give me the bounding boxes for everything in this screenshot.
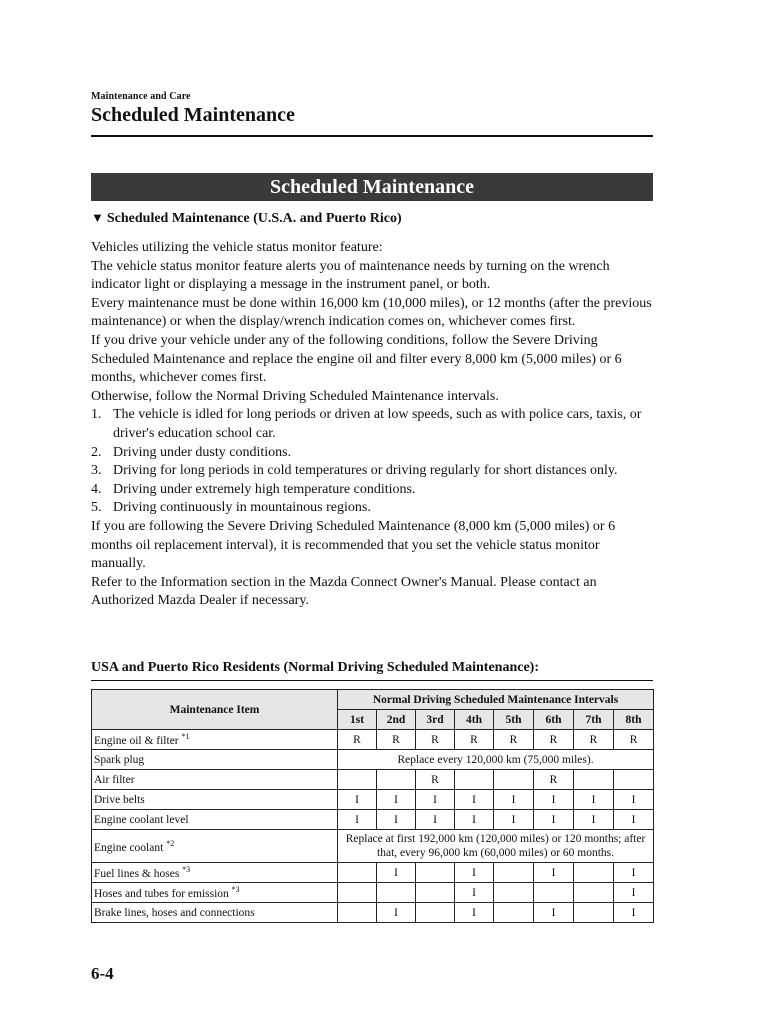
down-triangle-icon: ▼ xyxy=(91,210,104,225)
section-label: Maintenance and Care xyxy=(91,91,191,102)
table-row xyxy=(92,810,654,830)
maintenance-item-cell: Spark plug xyxy=(92,750,338,770)
maintenance-item-cell: Brake lines, hoses and connections xyxy=(92,903,338,923)
footnote-marker: *3 xyxy=(182,865,191,875)
interval-cell: I xyxy=(614,810,654,830)
table-row xyxy=(92,863,654,883)
header-intervals: Normal Driving Scheduled Maintenance Intervals xyxy=(338,690,654,710)
interval-cell xyxy=(338,903,377,923)
paragraph: If you drive your vehicle under any of the following conditions, follow the Severe Driving Scheduled Maintenance and replace the engine oil and filter every 8,000 km (5,000 miles) or 6 months, whichever comes first. xyxy=(91,332,622,386)
paragraph: Refer to the Information section in the Mazda Connect Owner's Manual. Please contact an Authorized Mazda Dealer if necessary. xyxy=(91,574,597,609)
page-title: Scheduled Maintenance xyxy=(91,104,295,126)
interval-cell: I xyxy=(455,790,494,810)
body-text xyxy=(91,239,653,611)
section-banner: Scheduled Maintenance xyxy=(91,173,653,201)
interval-cell: I xyxy=(614,790,654,810)
interval-cell: I xyxy=(494,790,534,810)
list-item: 3. Driving for long periods in cold temperatures or driving regularly for short distances only. xyxy=(91,463,618,479)
header-interval-4: 4th xyxy=(455,710,494,730)
header-interval-8: 8th xyxy=(614,710,654,730)
interval-cell xyxy=(614,770,654,790)
interval-cell xyxy=(416,883,455,903)
interval-cell: R xyxy=(455,730,494,750)
interval-cell xyxy=(377,883,416,903)
maintenance-table xyxy=(91,689,654,923)
interval-cell: I xyxy=(534,810,574,830)
maintenance-item-cell: Fuel lines & hoses $^{*3}$ xyxy=(92,863,338,883)
interval-cell: I xyxy=(455,810,494,830)
interval-cell: I xyxy=(416,810,455,830)
interval-cell: R xyxy=(534,730,574,750)
interval-cell xyxy=(416,863,455,883)
interval-cell xyxy=(494,883,534,903)
interval-cell: I xyxy=(455,903,494,923)
maintenance-item-cell: Air filter xyxy=(92,770,338,790)
interval-cell xyxy=(338,883,377,903)
footnote-marker: *2 xyxy=(166,839,175,849)
subheading-text: Scheduled Maintenance (U.S.A. and Puerto Rico) xyxy=(106,211,402,226)
paragraph: Otherwise, follow the Normal Driving Scheduled Maintenance intervals. xyxy=(91,388,499,404)
interval-cell: I xyxy=(377,863,416,883)
interval-cell: R xyxy=(494,730,534,750)
interval-cell: I xyxy=(614,863,654,883)
list-item: 2. Driving under dusty conditions. xyxy=(91,444,292,460)
interval-cell xyxy=(455,770,494,790)
table-row xyxy=(92,750,654,770)
interval-cell: I xyxy=(377,903,416,923)
table-row xyxy=(92,903,654,923)
table-row xyxy=(92,790,654,810)
interval-cell: R xyxy=(377,730,416,750)
interval-cell xyxy=(574,903,614,923)
interval-cell xyxy=(494,770,534,790)
interval-cell xyxy=(338,863,377,883)
header-interval-2: 2nd xyxy=(377,710,416,730)
interval-cell xyxy=(494,863,534,883)
interval-cell xyxy=(377,770,416,790)
interval-cell: I xyxy=(377,810,416,830)
interval-cell: I xyxy=(416,790,455,810)
interval-cell: I xyxy=(377,790,416,810)
interval-cell: R xyxy=(534,770,574,790)
table-row xyxy=(92,770,654,790)
paragraph: The vehicle status monitor feature alerts you of maintenance needs by turning on the wrench indicator light or displaying a message in the instrument panel, or both. xyxy=(91,258,610,293)
paragraph: If you are following the Severe Driving Scheduled Maintenance (8,000 km (5,000 miles) or 6 months oil replacement interval), it is recommended that you set the vehicle status monitor manually. xyxy=(91,518,616,572)
page-number: 6-4 xyxy=(91,964,114,983)
interval-cell: I xyxy=(455,863,494,883)
interval-cell xyxy=(416,903,455,923)
list-item: 5. Driving continuously in mountainous regions. xyxy=(91,500,371,516)
table-title-rule xyxy=(91,680,653,681)
table-row xyxy=(92,730,654,750)
interval-cell: R xyxy=(574,730,614,750)
header-interval-3: 3rd xyxy=(416,710,455,730)
paragraph: Vehicles utilizing the vehicle status monitor feature: xyxy=(91,240,383,255)
interval-cell: I xyxy=(614,883,654,903)
interval-cell: R xyxy=(416,770,455,790)
interval-cell: I xyxy=(338,790,377,810)
header-interval-1: 1st xyxy=(338,710,377,730)
list-item: 4. Driving under extremely high temperature conditions. xyxy=(91,481,416,497)
interval-cell xyxy=(534,883,574,903)
header-interval-7: 7th xyxy=(574,710,614,730)
interval-cell: I xyxy=(494,810,534,830)
footnote-marker: *1 xyxy=(181,732,190,742)
table-row xyxy=(92,883,654,903)
title-rule xyxy=(91,135,653,137)
conditions-list xyxy=(91,406,653,518)
interval-cell: I xyxy=(574,810,614,830)
interval-span-cell: Replace at first 192,000 km (120,000 miles) or 120 months; after that, every 96,000 km (60,000 miles) or 60 months. xyxy=(338,830,654,863)
paragraph: Every maintenance must be done within 16,000 km (10,000 miles), or 12 months (after the previous maintenance) or when the display/wrench indication comes on, whichever comes first. xyxy=(91,295,652,330)
interval-cell xyxy=(338,770,377,790)
maintenance-item-cell: Engine oil & filter $^{*1}$ xyxy=(92,730,338,750)
maintenance-item-cell: Drive belts xyxy=(92,790,338,810)
interval-cell: I xyxy=(574,790,614,810)
header-interval-5: 5th xyxy=(494,710,534,730)
list-item: 1. The vehicle is idled for long periods or driven at low speeds, such as with police cars, taxis, or driver's education school car. xyxy=(91,407,642,441)
header-interval-6: 6th xyxy=(534,710,574,730)
interval-cell xyxy=(574,883,614,903)
interval-cell: I xyxy=(534,863,574,883)
maintenance-item-cell: Engine coolant $^{*2}$ xyxy=(92,830,338,863)
maintenance-item-cell: Hoses and tubes for emission $^{*3}$ xyxy=(92,883,338,903)
interval-cell: I xyxy=(614,903,654,923)
interval-cell: I xyxy=(455,883,494,903)
interval-cell: I xyxy=(338,810,377,830)
table-body xyxy=(92,730,654,923)
table-title: USA and Puerto Rico Residents (Normal Driving Scheduled Maintenance): xyxy=(91,660,539,675)
maintenance-item-cell: Engine coolant level xyxy=(92,810,338,830)
interval-cell xyxy=(574,863,614,883)
interval-cell xyxy=(494,903,534,923)
table-row xyxy=(92,830,654,863)
interval-cell: I xyxy=(534,903,574,923)
interval-cell: R xyxy=(416,730,455,750)
interval-cell xyxy=(574,770,614,790)
interval-cell: R xyxy=(338,730,377,750)
interval-cell: I xyxy=(534,790,574,810)
subheading xyxy=(91,210,402,227)
header-maintenance-item: Maintenance Item xyxy=(92,690,338,730)
footnote-marker: *3 xyxy=(231,885,240,895)
interval-cell: R xyxy=(614,730,654,750)
interval-span-cell: Replace every 120,000 km (75,000 miles). xyxy=(338,750,654,770)
